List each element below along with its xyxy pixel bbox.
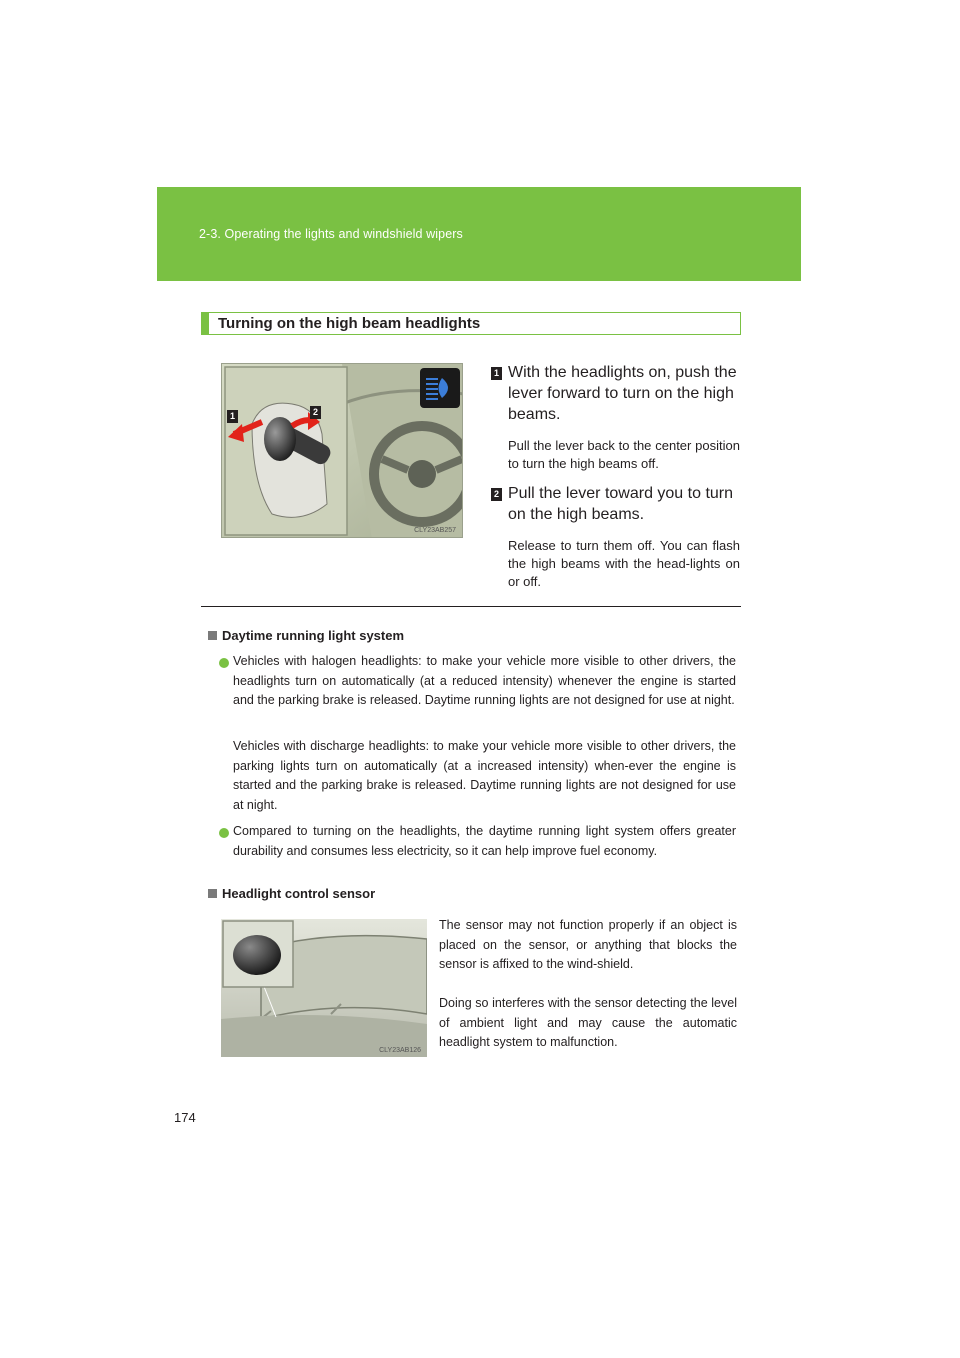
step-1-body: Pull the lever back to the center position to turn the high beams off. (508, 438, 740, 471)
section-divider (201, 606, 741, 607)
section-title-bar (201, 312, 741, 335)
sensor-heading-text: Headlight control sensor (222, 886, 376, 901)
bullet-icon (219, 658, 229, 668)
figure-marker-2: 2 (310, 406, 321, 419)
step-1-heading: With the headlights on, push the lever forward to turn on the high beams. (508, 364, 737, 423)
bullet-icon (219, 828, 229, 838)
chapter-header-title: 2-3. Operating the lights and windshield wipers (199, 227, 463, 241)
sensor-text-2: Doing so interferes with the sensor detecting the level of ambient light and may cause the automatic headlight system to malfunction. (439, 996, 737, 1049)
section-title: Turning on the high beam headlights (218, 315, 481, 332)
chapter-header-band (157, 187, 801, 281)
headlight-lever-figure (221, 363, 463, 538)
light-sensor-dome (233, 935, 281, 975)
drl-heading (208, 628, 404, 643)
sensor-text-1: The sensor may not function properly if an object is placed on the sensor, or anything that blocks the sensor is affixed to the wind-shield. (439, 918, 737, 971)
figure-code: CLY23AB126 (379, 1047, 421, 1054)
heading-square-icon (208, 631, 217, 640)
drl-paragraph-discharge: Vehicles with discharge headlights: to make your vehicle more visible to other drivers, the parking lights turn on automatically (at a increased intensity) when-ever the engine is started and the parking brake is released. Daytime running lights are not designed for use at night. (233, 739, 736, 812)
page-number: 174 (174, 1110, 196, 1125)
heading-square-icon (208, 889, 217, 898)
figure-marker-1: 1 (227, 410, 238, 423)
step-2-marker: 2 (491, 488, 502, 501)
step-2-body: Release to turn them off. You can flash the high beams with the head-lights on or off. (508, 538, 740, 589)
step-1-marker: 1 (491, 367, 502, 380)
sensor-figure (221, 919, 427, 1057)
figure-code: CLY23AB257 (414, 527, 456, 534)
sensor-heading (208, 886, 375, 901)
headlight-lever-illustration (222, 364, 463, 538)
drl-paragraph-economy: Compared to turning on the headlights, the daytime running light system offers greater durability and consumes less electricity, so it can help improve fuel economy. (233, 824, 736, 858)
drl-paragraph-halogen: Vehicles with halogen headlights: to make your vehicle more visible to other drivers, the headlights turn on automatically (at a reduced intensity) whenever the engine is started and the parking brake is released. Daytime running lights are not designed for use at night. (233, 654, 736, 707)
section-title-accent (202, 313, 209, 334)
sensor-illustration (221, 919, 427, 1057)
drl-heading-text: Daytime running light system (222, 628, 405, 643)
step-2-heading: Pull the lever toward you to turn on the high beams. (508, 485, 734, 523)
